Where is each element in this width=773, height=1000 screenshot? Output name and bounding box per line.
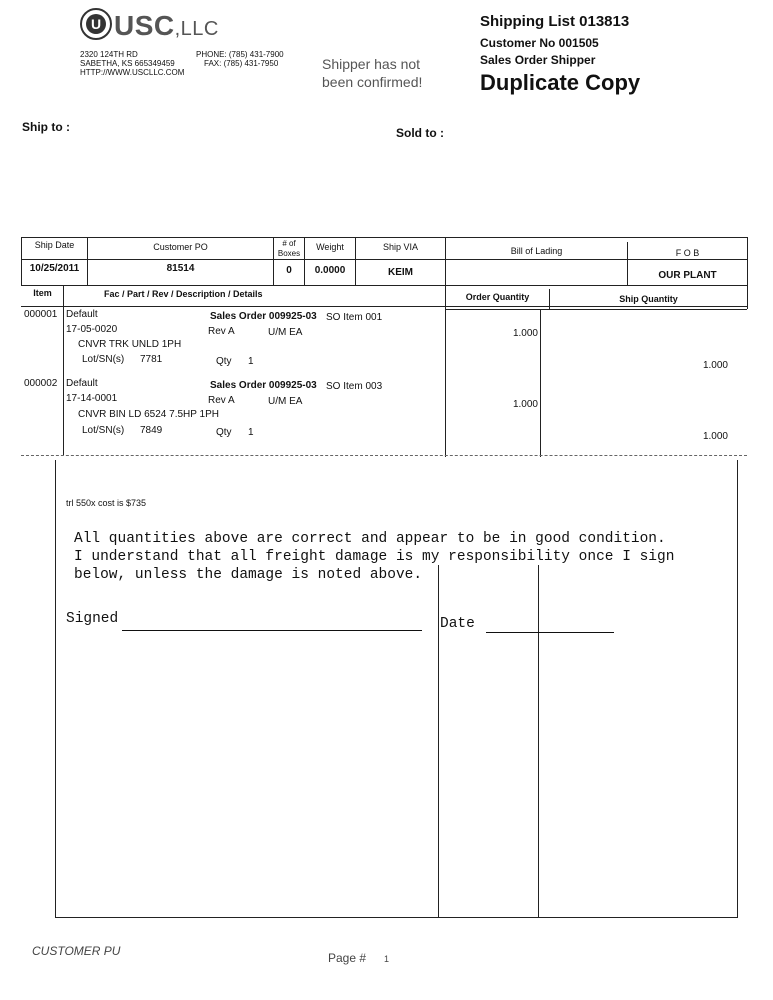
item-description: CNVR TRK UNLD 1PH xyxy=(78,339,182,350)
company-brand xyxy=(114,10,219,42)
notice-line2: been confirmed! xyxy=(322,74,423,90)
copy-label: Duplicate Copy xyxy=(480,70,641,95)
statement-line3: below, unless the damage is noted above. xyxy=(74,567,423,583)
item-ship-qty: 1.000 xyxy=(702,431,728,442)
item-qty: 1 xyxy=(248,427,254,438)
item-part: 17-14-0001 xyxy=(66,393,118,404)
summary-customer-po: 81514 xyxy=(166,263,195,274)
item-sales-order: Sales Order 009925-03 xyxy=(210,311,317,322)
item-header-order-qty: Order Quantity xyxy=(465,292,530,302)
item-rev: Rev A xyxy=(208,326,235,337)
document-type: Sales Order Shipper xyxy=(480,53,596,67)
summary-boxes: 0 xyxy=(286,265,292,276)
ship-to-label: Ship to : xyxy=(22,120,70,134)
item-sales-order: Sales Order 009925-03 xyxy=(210,380,317,391)
item-order-qty: 1.000 xyxy=(512,328,538,339)
item-description: CNVR BIN LD 6524 7.5HP 1PH xyxy=(78,409,219,420)
summary-header-fob: F O B xyxy=(675,248,700,258)
date-label: Date xyxy=(440,616,475,632)
company-address-line2: SABETHA, KS 665349459 xyxy=(80,59,175,68)
item-part: 17-05-0020 xyxy=(66,324,118,335)
signature-line xyxy=(122,630,422,631)
company-brand-suffix: ,LLC xyxy=(174,18,219,40)
summary-header-bill-of-lading: Bill of Lading xyxy=(510,246,563,256)
summary-header-weight: Weight xyxy=(316,242,344,252)
signed-label: Signed xyxy=(66,611,119,627)
summary-fob: OUR PLANT xyxy=(658,270,717,281)
customer-number: Customer No 001505 xyxy=(480,36,599,50)
item-header-ship-qty: Ship Quantity xyxy=(619,294,678,304)
item-rev: Rev A xyxy=(208,395,235,406)
item-lot: 7781 xyxy=(140,354,163,365)
item-header-item: Item xyxy=(33,288,52,298)
statement-line2: I understand that all freight damage is my responsibility once I sign xyxy=(74,549,675,565)
item-fac: Default xyxy=(66,378,98,389)
summary-ship-via: KEIM xyxy=(388,267,413,278)
item-fac: Default xyxy=(66,309,98,320)
item-lot: 7849 xyxy=(140,425,163,436)
item-number: 000001 xyxy=(24,309,58,320)
summary-header-ship-date: Ship Date xyxy=(34,240,75,250)
company-brand-name: USC xyxy=(114,10,175,41)
note-text: trl 550x cost is $735 xyxy=(66,498,147,508)
summary-weight: 0.0000 xyxy=(314,265,346,276)
item-um: U/M EA xyxy=(268,396,303,407)
item-order-qty: 1.000 xyxy=(512,399,538,410)
company-logo-icon: U xyxy=(86,14,106,34)
footer-page-number: 1 xyxy=(384,954,390,964)
item-so-item: SO Item 001 xyxy=(326,312,383,323)
table-separator xyxy=(21,455,747,456)
summary-ship-date: 10/25/2011 xyxy=(29,263,80,274)
notice-line1: Shipper has not xyxy=(322,56,421,72)
item-lot-label: Lot/SN(s) xyxy=(82,425,125,436)
summary-header-boxes: # of Boxes xyxy=(277,239,301,258)
item-qty-label: Qty xyxy=(216,427,232,438)
company-fax: FAX: (785) 431-7950 xyxy=(204,59,279,68)
footer-customer-pu: CUSTOMER PU xyxy=(32,944,121,958)
company-address-line1: 2320 124TH RD xyxy=(80,50,138,59)
company-phone: PHONE: (785) 431-7900 xyxy=(196,50,284,59)
item-lot-label: Lot/SN(s) xyxy=(82,354,125,365)
summary-header-customer-po: Customer PO xyxy=(153,242,208,252)
sold-to-label: Sold to : xyxy=(396,126,444,140)
shipping-list-title: Shipping List 013813 xyxy=(480,13,630,30)
summary-header-ship-via: Ship VIA xyxy=(382,242,419,252)
item-qty: 1 xyxy=(248,356,254,367)
item-qty-label: Qty xyxy=(216,356,232,367)
date-line xyxy=(486,632,614,633)
statement-line1: All quantities above are correct and appear to be in good condition. xyxy=(74,531,666,547)
item-ship-qty: 1.000 xyxy=(702,360,728,371)
company-website: HTTP://WWW.USCLLC.COM xyxy=(80,68,185,77)
item-header-description: Fac / Part / Rev / Description / Details xyxy=(104,289,263,299)
footer-page-label: Page # xyxy=(328,951,367,965)
item-number: 000002 xyxy=(24,378,58,389)
item-so-item: SO Item 003 xyxy=(326,381,383,392)
item-um: U/M EA xyxy=(268,327,303,338)
